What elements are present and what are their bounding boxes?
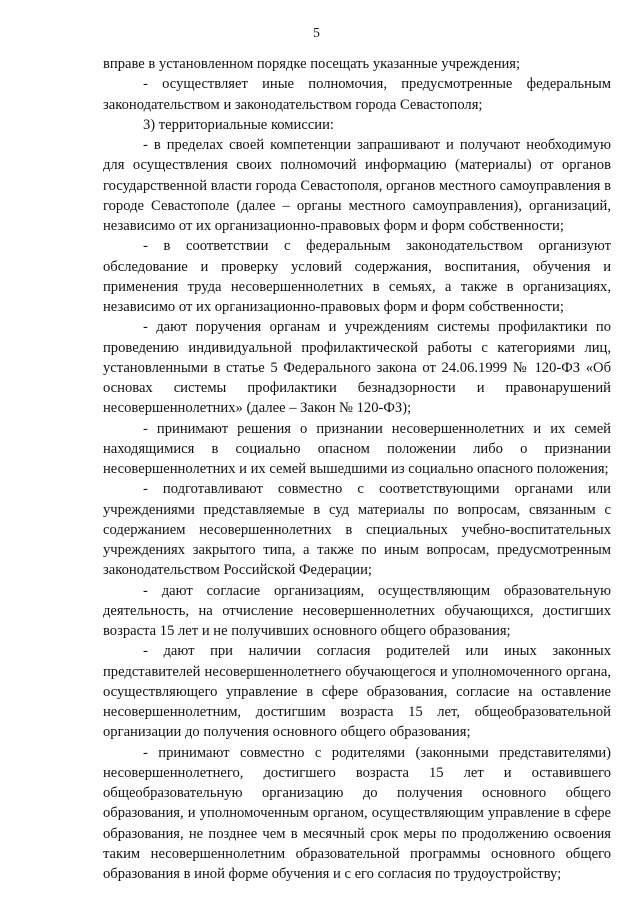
paragraph-continue-education-measures: - принимают совместно с родителями (законными представителями) несовершеннолетнего, достигшего возраста 15 лет и оставившего общеобразовательную организацию до получения основного общего образования, и уполномоченным органом, осуществляющим управление в сфере образования, не позднее чем в месячный срок меры по продолжению освоения таким несовершеннолетним образовательной программы основного общего образования в иной форме обучения и с его согласия по трудоустройству; (103, 744, 611, 882)
document-body (103, 54, 611, 884)
paragraph-organize-inspection: - в соответствии с федеральным законодательством организуют обследование и проверку условий содержания, воспитания, обучения и применения труда несовершеннолетних в семьях, а также в организациях, независимо от их организационно-правовых форм и форм собственности; (103, 238, 611, 315)
paragraph-prepare-court-materials: - подготавливают совместно с соответствующими органами или учреждениями представляемые в суд материалы по вопросам, связанным с содержанием несовершеннолетних в специальных учебно-воспитательных учреждениях закрытого типа, а также по иным вопросам, предусмотренным законодательством Российской Федерации; (103, 481, 611, 579)
paragraph-consent-expulsion: - дают согласие организациям, осуществляющим образовательную деятельность, на отчисление несовершеннолетних обучающихся, достигших возраста 15 лет и не получивших основного общего образования; (103, 582, 611, 639)
paragraph-make-decisions: - принимают решения о признании несовершеннолетних и их семей находящимися в социально опасном положении либо о признании несовершеннолетних и их семей вышедшими из социально опасного положения; (103, 420, 611, 477)
page-number: 5 (313, 25, 320, 40)
paragraph-request-information: - в пределах своей компетенции запрашивают и получают необходимую для осуществления своих полномочий информацию (материалы) от органов государственной власти города Севастополя, органов местного самоуправления в городе Севастополе (далее – органы местного самоуправления), организаций, независимо от их организационно-правовых форм и форм собственности; (103, 137, 611, 234)
paragraph-other-powers: - осуществляет иные полномочия, предусмотренные федеральным законодательством и законодательством города Севастополя; (103, 76, 611, 113)
paragraph-continuation: вправе в установленном порядке посещать указанные учреждения; (103, 56, 521, 72)
paragraph-consent-leaving-school: - дают при наличии согласия родителей или иных законных представителей несовершеннолетнего обучающегося и уполномоченного органа, осуществляющего управление в сфере образования, согласие на оставление несовершеннолетним, достигшим возраста 15 лет, общеобразовательной организации до получения основного общего образования; (103, 643, 611, 741)
paragraph-territorial-commissions-heading: 3) территориальные комиссии: (143, 116, 334, 133)
paragraph-give-instructions: - дают поручения органам и учреждениям системы профилактики по проведению индивидуальной профилактической работы с категориями лиц, установленными в статье 5 Федерального закона от 24.06.1999 № 120-ФЗ «Об основах системы профилактики безнадзорности и правонарушений несовершеннолетних» (далее – Закон № 120-ФЗ); (103, 319, 611, 417)
